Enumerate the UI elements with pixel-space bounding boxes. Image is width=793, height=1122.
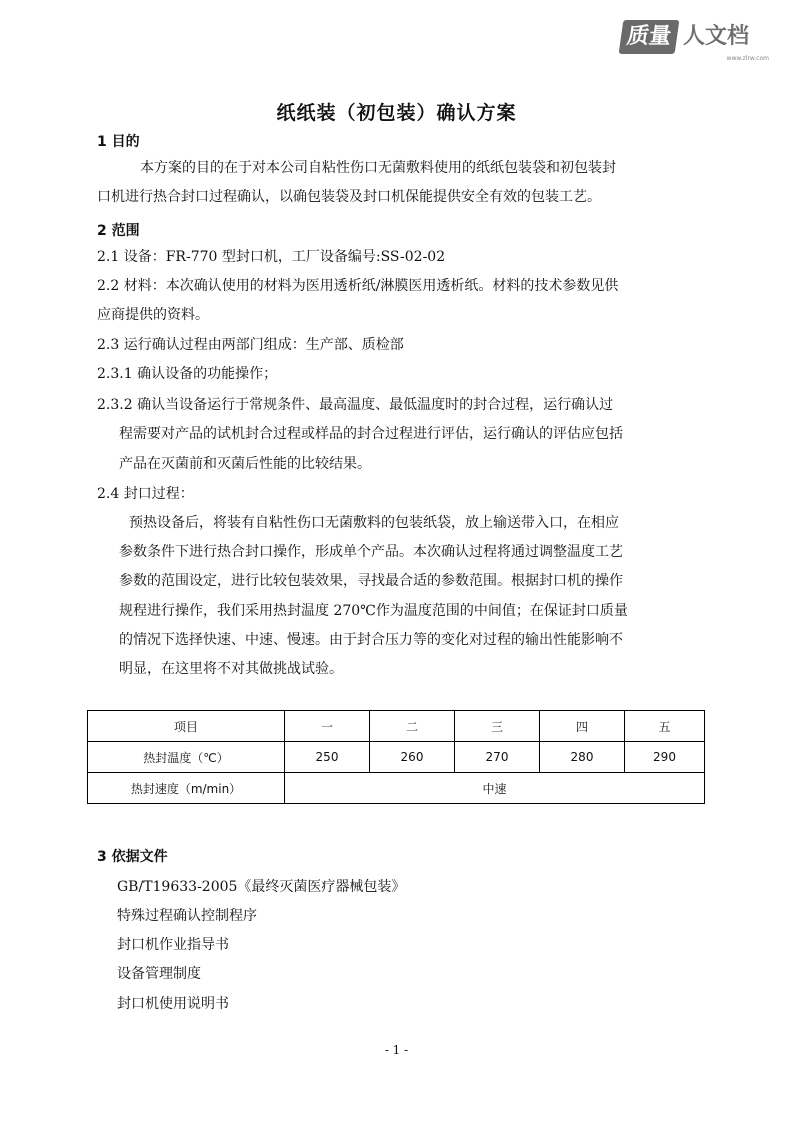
document-title: 纸纸装（初包装）确认方案 (276, 102, 517, 124)
item-2-4-line: 参数的范围设定，进行比较包装效果，寻找最合适的参数范围。根据封口机的操作 (119, 573, 623, 589)
item-2-4-line: 明显，在这里将不对其做挑战试验。 (119, 661, 343, 677)
temp-cell: 250 (285, 742, 370, 773)
table-header-cell: 三 (455, 711, 540, 742)
parameter-table (87, 710, 705, 804)
table-header-cell: 五 (625, 711, 705, 742)
item-2-3-2: 2.3.2 确认当设备运行于常规条件、最高温度、最低温度时的封合过程，运行确认过 (97, 397, 614, 413)
table-header-cell: 二 (370, 711, 455, 742)
reference-item: 封口机作业指导书 (117, 937, 229, 953)
site-logo (621, 16, 771, 62)
temp-label-cell: 热封温度（℃） (88, 742, 285, 773)
item-2-2-cont: 应商提供的资料。 (97, 307, 209, 323)
section-1-heading: 1 目的 (97, 134, 140, 150)
section-1-line: 口机进行热合封口过程确认，以确包装袋及封口机保能提供安全有效的包装工艺。 (97, 189, 601, 205)
temp-cell: 280 (540, 742, 625, 773)
section-2-heading: 2 范围 (97, 223, 140, 239)
reference-item: 特殊过程确认控制程序 (117, 908, 257, 924)
item-2-3-2-cont: 程需要对产品的试机封合过程或样品的封合过程进行评估，运行确认的评估应包括 (119, 426, 623, 442)
table-row (88, 742, 705, 773)
table-header-cell: 一 (285, 711, 370, 742)
reference-item: 封口机使用说明书 (117, 996, 229, 1012)
table-row (88, 773, 705, 804)
table-header-cell: 四 (540, 711, 625, 742)
page-number: - 1 - (384, 1043, 409, 1057)
item-2-3-1: 2.3.1 确认设备的功能操作； (97, 366, 278, 382)
table-header-row (88, 711, 705, 742)
logo-mark: 质量 (619, 20, 680, 54)
item-2-4: 2.4 封口过程： (97, 486, 194, 502)
logo-url: www.zlrw.com (726, 55, 769, 62)
item-2-3-2-cont: 产品在灭菌前和灭菌后性能的比较结果。 (119, 456, 371, 472)
item-2-4-line: 规程进行操作，我们采用热封温度 270℃作为温度范围的中间值；在保证封口质量 (119, 603, 628, 619)
section-3-heading: 3 依据文件 (97, 849, 168, 865)
temp-cell: 290 (625, 742, 705, 773)
temp-cell: 270 (455, 742, 540, 773)
reference-item: 设备管理制度 (117, 966, 201, 982)
item-2-1: 2.1 设备：FR-770 型封口机，工厂设备编号:SS-02-02 (97, 249, 446, 265)
logo-text: 人文档 (683, 24, 750, 49)
temp-cell: 260 (370, 742, 455, 773)
speed-label-cell: 热封速度（m/min） (88, 773, 285, 804)
section-1-line: 本方案的目的在于对本公司自粘性伤口无菌敷料使用的纸纸包装袋和初包装封 (140, 160, 616, 176)
item-2-3: 2.3 运行确认过程由两部门组成：生产部、质检部 (97, 337, 404, 353)
reference-item: GB/T19633-2005《最终灭菌医疗器械包装》 (117, 879, 406, 895)
item-2-4-line: 预热设备后，将装有自粘性伤口无菌敷料的包装纸袋，放上输送带入口，在相应 (129, 515, 619, 531)
item-2-4-line: 的情况下选择快速、中速、慢速。由于封合压力等的变化对过程的输出性能影响不 (119, 632, 623, 648)
item-2-4-line: 参数条件下进行热合封口操作，形成单个产品。本次确认过程将通过调整温度工艺 (119, 544, 623, 560)
item-2-2: 2.2 材料：本次确认使用的材料为医用透析纸/淋膜医用透析纸。材料的技术参数见供 (97, 278, 619, 294)
speed-value-cell: 中速 (285, 773, 705, 804)
table-header-cell: 项目 (88, 711, 285, 742)
